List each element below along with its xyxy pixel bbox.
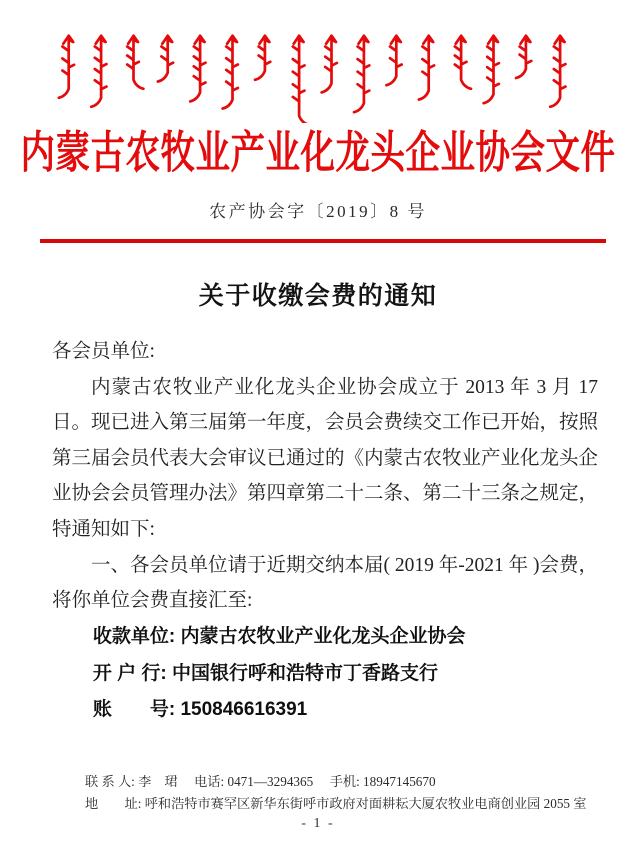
bank-info-block <box>52 619 598 729</box>
document-footer <box>0 771 636 832</box>
organization-title: 内蒙古农牧业产业化龙头企业协会文件 <box>20 129 616 178</box>
address-line: 地 址: 呼和浩特市赛罕区新华东街呼市政府对面耕耘大厦农牧业电商创业园 2055 室 <box>85 795 587 811</box>
notice-body <box>52 334 598 729</box>
paragraph-item-one: 一、各会员单位请于近期交纳本届( 2019 年-2021 年 )会费，将你单位会费直接汇至: <box>52 554 598 612</box>
notice-title: 关于收缴会费的通知 <box>198 283 438 310</box>
mongolian-script-banner <box>25 33 611 123</box>
bank-line-account: 账 号: 150846616391 <box>92 699 308 721</box>
document-number: 农产协会字〔2019〕8 号 <box>209 202 427 221</box>
bank-line-payee: 收款单位: 内蒙古农牧业产业化龙头企业协会 <box>92 625 466 647</box>
page-number: - 1 - <box>301 816 335 831</box>
paragraph-intro: 内蒙古农牧业产业化龙头企业协会成立于 2013 年 3 月 17 日。现已进入第三届第一年度，会员会费续交工作已开始，按照第三届会员代表大会审议已通过的《内蒙古农牧业产业化龙头企业协会会员管理办法》第四章第二十二条、第二十三条之规定，特通知如下: <box>52 376 599 540</box>
bank-line-bank: 开 户 行: 中国银行呼和浩特市丁香路支行 <box>92 662 439 684</box>
contact-person-line: 联 系 人: 李 珺 电话: 0471—3294365 手机: 18947145670 <box>85 774 436 789</box>
salutation: 各会员单位: <box>52 341 155 362</box>
red-divider-rule <box>40 239 606 243</box>
